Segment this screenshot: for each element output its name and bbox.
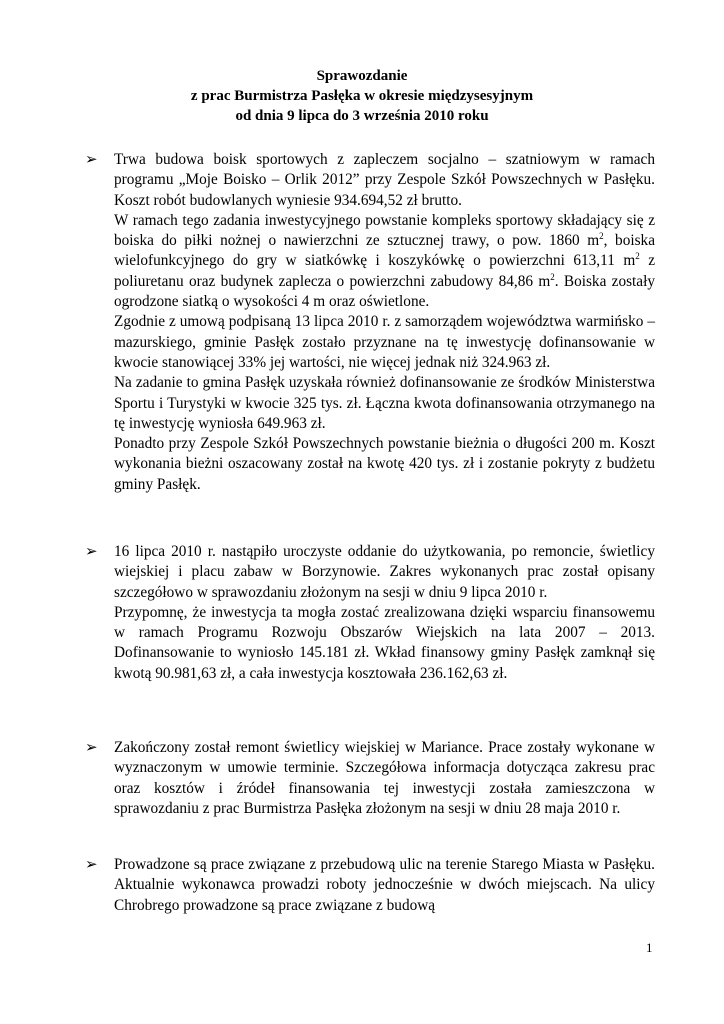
report-item-marianka [85,738,655,819]
paragraph: Zgodnie z umową podpisaną 13 lipca 2010 r. z samorządem województwa warmińsko – mazurskiego, gminie Pasłęk zostało przyznane na tę inwestycję dofinansowanie w kwocie stanowiącej 33% jej wartości, nie więcej jednak niż 324.963 zł. [114,313,655,371]
item-body [114,150,655,495]
paragraph: Ponadto przy Zespole Szkół Powszechnych powstanie bieżnia o długości 200 m. Koszt wykonania bieżni oszacowany został na kwotę 420 tys. zł i zostanie pokryty z budżetu gminy Pasłęk. [114,435,655,493]
title-line-1: Sprawozdanie [316,68,408,84]
paragraph-text: W ramach tego zadania inwestycyjnego powstanie kompleks sportowy składający się z boiska do piłki nożnej o nawierzchni ze sztucznej trawy, o pow. 1860 m [114,211,655,250]
item-body [114,738,655,819]
title-line-2: z prac Burmistrza Pasłęka w okresie międzysesyjnym [190,88,534,104]
bullet-arrow-icon: ➢ [85,152,98,168]
paragraph: 16 lipca 2010 r. nastąpiło uroczyste oddanie do użytkowania, po remoncie, świetlicy wiejskiej i placu zabaw w Borzynowie. Zakres wykonanych prac został opisany szczegółowo w sprawozdaniu złożonym na sesji w dniu 9 lipca 2010 r. [114,543,655,601]
title-line-3: od dnia 9 lipca do 3 września 2010 roku [235,108,489,124]
page-number: 1 [646,940,653,955]
item-body [114,855,655,916]
paragraph-text: z poliuretanu oraz budynek zaplecza o powierzchni zabudowy 84,86 m [114,252,655,290]
bullet-arrow-icon: ➢ [85,740,98,756]
report-item-orlik [85,150,655,495]
bullet-arrow-icon: ➢ [85,857,98,873]
bullet-arrow-icon: ➢ [85,544,98,560]
report-item-stare-miasto [85,855,655,916]
paragraph-text: , boiska wielofunkcyjnego do gry w siatkówkę i koszykówkę o powierzchni 613,11 m [114,232,655,270]
paragraph-text: . Boiska zostały ogrodzone siatką o wysokości 4 m oraz oświetlone. [114,272,655,311]
paragraph: Na zadanie to gmina Pasłęk uzyskała również dofinansowanie ze środków Ministerstwa Sportu i Turystyki w kwocie 325 tys. zł. Łączna kwota dofinansowania otrzymanego na tę inwestycję wyniosła 649.963 zł. [114,374,655,432]
paragraph: Prowadzone są prace związane z przebudową ulic na terenie Starego Miasta w Pasłęku. Aktualnie wykonawca prowadzi roboty jednocześnie w dwóch miejscach. Na ulicy Chrobrego prowadzone są prace związane z budową [114,856,655,914]
paragraph-areas [114,211,655,312]
superscript: 2 [599,231,604,242]
item-body [114,542,655,684]
superscript: 2 [635,251,640,262]
report-item-borzynowo [85,542,655,684]
paragraph: Przypomnę, że inwestycja ta mogła zostać zrealizowana dzięki wsparciu finansowemu w ramach Programu Rozwoju Obszarów Wiejskich na lata 2007 – 2013. Dofinansowanie to wyniosło 145.181 zł. Wkład finansowy gminy Pasłęk zamknął się kwotą 90.981,63 zł, a cała inwestycja kosztowała 236.162,63 zł. [114,603,655,682]
superscript: 2 [550,271,555,282]
document-title [0,66,724,126]
paragraph: Zakończony został remont świetlicy wiejskiej w Mariance. Prace zostały wykonane w wyznaczonym w umowie terminie. Szczegółowa informacja dotycząca zakresu prac oraz kosztów i źródeł finansowania tej inwestycji została zamieszczona w sprawozdaniu z prac Burmistrza Pasłęka złożonym na sesji w dniu 28 maja 2010 r. [114,739,655,817]
paragraph: Trwa budowa boisk sportowych z zapleczem socjalno – szatniowym w ramach programu „Moje Boisko – Orlik 2012” przy Zespole Szkół Powszechnych w Pasłęku. Koszt robót budowlanych wyniesie 934.694,52 zł brutto. [114,151,655,209]
